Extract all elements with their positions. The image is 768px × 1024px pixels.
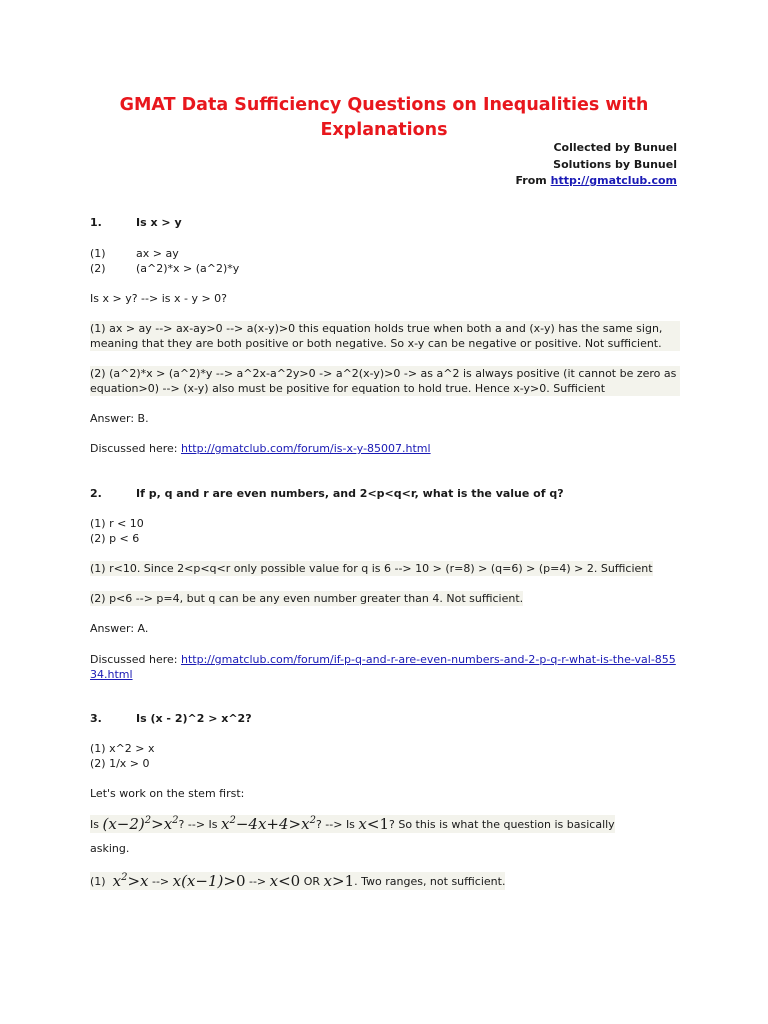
question-3-heading bbox=[90, 711, 252, 726]
q3-statement-2: (2) 1/x > 0 bbox=[90, 757, 150, 770]
collected-by: Collected by Bunuel bbox=[553, 141, 677, 154]
q3-stem-is: Is bbox=[90, 817, 99, 831]
q3-stem-arrow-1: ? --> Is bbox=[178, 817, 218, 831]
source-line bbox=[516, 173, 678, 190]
q3-s1-label: (1) bbox=[90, 874, 106, 888]
q3-stem-arrow-2: ? --> Is bbox=[315, 817, 355, 831]
question-2-text: If p, q and r are even numbers, and 2<p<q<r, what is the value of q? bbox=[136, 487, 564, 500]
q3-stem-math-2: $x^2-4x+4>x^2$ bbox=[221, 815, 316, 833]
from-label: From bbox=[515, 174, 547, 187]
solutions-by: Solutions by Bunuel bbox=[553, 157, 677, 171]
question-3-number: 3. bbox=[90, 712, 102, 725]
question-1-heading bbox=[90, 215, 182, 230]
q3-paragraph-1: Let's work on the stem first: bbox=[90, 787, 245, 800]
q3-s1-tail: . Two ranges, not sufficient. bbox=[354, 874, 506, 888]
q1-paragraph-3: (2) (a^2)*x > (a^2)*y --> a^2x-a^2y>0 -> a^2(x-y)>0 -> as a^2 is always positive (it cannot be zero as equation>0) --> (x-y) also must be positive for equation to hold true. Hence x-y>0. Sufficient bbox=[90, 366, 680, 396]
q3-stem-continued: asking. bbox=[90, 842, 130, 855]
q1-statement-2-number: (2) bbox=[90, 262, 106, 275]
q3-s1-math-4: x>1 bbox=[323, 872, 355, 890]
q2-discussion-link[interactable]: http://gmatclub.com/forum/if-p-q-and-r-are-even-numbers-and-2-p-q-r-what-is-the-val-85534.html bbox=[90, 653, 676, 681]
question-1-number: 1. bbox=[90, 216, 102, 229]
q3-s1-math-3: x<0 bbox=[269, 872, 301, 890]
q3-s1-math-2: x(x−1)>0 bbox=[172, 872, 246, 890]
q1-discussion-link[interactable]: http://gmatclub.com/forum/is-x-y-85007.html bbox=[180, 442, 431, 455]
q1-answer: Answer: B. bbox=[90, 412, 149, 425]
question-3-text: Is (x - 2)^2 > x^2? bbox=[136, 712, 252, 725]
q1-statement-1-number: (1) bbox=[90, 247, 106, 260]
q1-statement-2-text: (a^2)*x > (a^2)*y bbox=[136, 262, 240, 275]
q3-stem-tail: ? So this is what the question is basically bbox=[389, 817, 615, 831]
question-1-text: Is x > y bbox=[136, 216, 182, 229]
page-title: GMAT Data Sufficiency Questions on Inequalities with Explanations bbox=[119, 95, 649, 140]
q3-statement-1: (1) x^2 > x bbox=[90, 742, 155, 755]
q2-paragraph-1: (1) r<10. Since 2<p<q<r only possible value for q is 6 --> 10 > (r=8) > (q=6) > (p=4) > 2. Sufficient bbox=[90, 562, 653, 575]
q2-paragraph-2: (2) p<6 --> p=4, but q can be any even number greater than 4. Not sufficient. bbox=[90, 592, 524, 605]
q2-statement-1: (1) r < 10 bbox=[90, 517, 144, 530]
q3-statement-1-analysis bbox=[90, 872, 505, 890]
q3-s1-arrow-2: --> bbox=[248, 874, 267, 888]
q1-discussed-label: Discussed here: bbox=[90, 442, 178, 455]
q3-s1-arrow-1: --> bbox=[151, 874, 170, 888]
question-2-number: 2. bbox=[90, 487, 102, 500]
q3-stem-math-3: x<1 bbox=[358, 815, 389, 833]
q1-discussed bbox=[90, 441, 431, 456]
q1-statement-1 bbox=[90, 246, 179, 261]
q1-statement-1-text: ax > ay bbox=[136, 247, 179, 260]
gmatclub-link[interactable]: http://gmatclub.com bbox=[550, 174, 677, 187]
q3-s1-math-1: $x^2>x$ bbox=[112, 872, 149, 890]
q2-answer: Answer: A. bbox=[90, 622, 149, 635]
q1-paragraph-2: (1) ax > ay --> ax-ay>0 --> a(x-y)>0 this equation holds true when both a and (x-y) has the same sign, meaning that they are both positive or both negative. So x-y can be negative or positive. Not sufficient. bbox=[90, 321, 680, 351]
q2-statement-2: (2) p < 6 bbox=[90, 532, 140, 545]
q1-paragraph-1: Is x > y? --> is x - y > 0? bbox=[90, 292, 228, 305]
q1-statement-2 bbox=[90, 261, 239, 276]
q3-stem-math-1: $(x-2)^2>x^2$ bbox=[102, 815, 179, 833]
q3-s1-or: OR bbox=[303, 874, 321, 888]
question-2-heading bbox=[90, 486, 564, 501]
q2-discussed-label: Discussed here: bbox=[90, 653, 178, 666]
credits-block bbox=[516, 140, 678, 190]
q3-stem-equation bbox=[90, 815, 615, 833]
q2-discussed bbox=[90, 652, 680, 682]
